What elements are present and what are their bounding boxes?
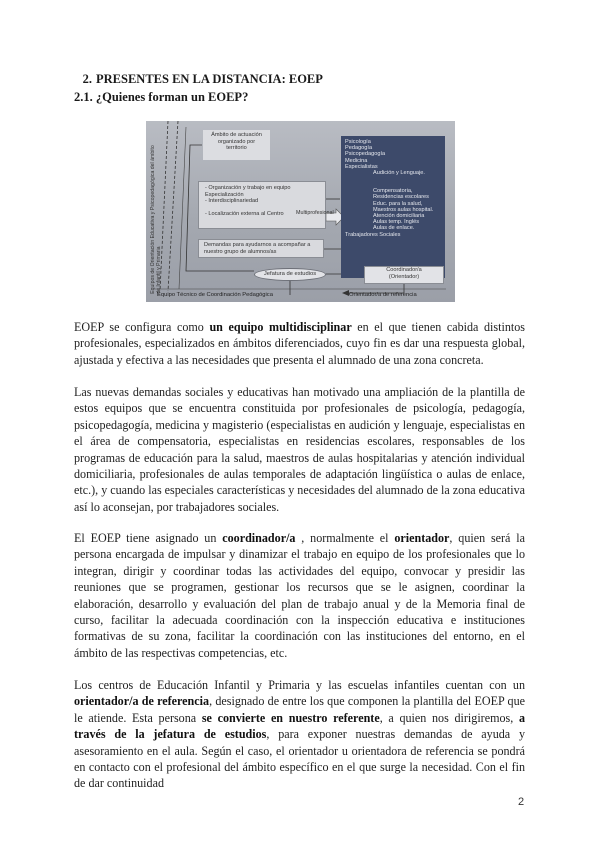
diagram-org-line: - Organización y trabajo en equipo — [205, 185, 291, 191]
bold-text: se convierte en nuestro referente — [201, 710, 380, 725]
page-number: 2 — [518, 796, 525, 808]
text-run: Los centros de Educación Infantil y Primaria y las escuelas infantiles cuentan con un — [74, 678, 525, 692]
text-run: , quien será la persona encargada de impulsar y dinamizar el trabajo en equipo de los profesionales que lo integran, dirigir y coordinar todas las actividades del equipo, convocar y presidir las reuniones que se programen, gestionar los recursos que se le asignen, coordinar la elaboración, desarrollo y evaluación del plan de trabajo anual y de la Memoria final de curso, facilitar la adecuada coordinación con la inspección educativa e instituciones formativas de su zona, facilitar la coordinación con las instituciones del entorno, en el ámbito de las respectivas competencias, etc. — [74, 531, 525, 660]
diagram-profession: Especialistas — [345, 163, 378, 170]
diagram-orientador-referencia-label: Orientador/a de referencia — [349, 292, 417, 298]
diagram-profession: Psicología — [345, 139, 371, 145]
diagram-professions-panel — [341, 136, 445, 278]
diagram-profession: Educ. para la salud, — [373, 200, 423, 207]
diagram-etcp-label: Equipo Técnico de Coordinación Pedagógica — [157, 292, 273, 298]
diagram-profession: Audición y Lenguaje. — [373, 170, 425, 177]
paragraph-orientador-referencia — [74, 677, 525, 792]
diagram-profession: Aulas de enlace. — [373, 225, 415, 232]
section-number: 2. — [82, 72, 92, 86]
bold-text: un equipo multidisciplinar — [209, 320, 352, 334]
diagram-profession: Maestros aulas hospital. — [373, 206, 434, 213]
diagram-org-line: Especialización — [205, 191, 244, 198]
diagram-profession: Pedagogía — [345, 145, 373, 152]
eoep-diagram — [146, 121, 455, 302]
bold-text: orientador — [394, 531, 450, 545]
diagram-profession: Aulas temp. Inglés — [373, 219, 420, 226]
paragraph-plantilla: Las nuevas demandas sociales y educativas han motivado una ampliación de la plantilla de estos equipos que se encuentra constituida por profesionales de psicología, pedagogía, psicopedagogía, medicina y magisterio (especialistas en audición y lenguaje, especialistas en el área de compensatoria, especialistas en residencias escolares, responsables de los programas de educación para la salud, maestros de aulas hospitalarias y atención individual domiciliaria, profesionales de aulas temporales de adaptación lingüística o aulas de enlace, etc.), y cuando las especiales características y necesidades del alumnado de la zona educativa así lo aconsejan, por trabajadores sociales. — [74, 385, 525, 514]
text-run: El EOEP tiene asignado un — [74, 531, 223, 545]
diagram-ambito-box: Ámbito de actuación organizado por territorio — [203, 130, 270, 160]
diagram-coordinador-label: Coordinador/a — [386, 267, 422, 273]
diagram-coordinador-sub: (Orientador) — [388, 274, 420, 280]
paragraph-coordinador — [74, 530, 525, 661]
bold-text: coordinador/a — [222, 531, 296, 545]
text-run: , para exponer nuestras demandas de ayuda y asesoramiento en el aula. Según el caso, el orientador u orientadora de referencia se pondrá en contacto con el profesional del ámbito específico en el que surge la necesidad. Con el fin de dar continuidad — [74, 727, 525, 791]
diagram-org-line: - Localización externa al Centro — [205, 210, 284, 217]
diagram-profession: Compensatoria, — [373, 188, 413, 195]
text-run: EOEP se configura como — [74, 320, 210, 334]
text-run: , normalmente el — [295, 531, 395, 545]
section-title: PRESENTES EN LA DISTANCIA: EOEP — [96, 72, 323, 86]
diagram-vertical-label: Equipos de Orientación Educativa y Psicopedagógica del ámbito de Infantil y Primaria — [150, 145, 162, 294]
text-run: en el que tienen cabida distintos profesionales, especializados en ámbitos diferenciados, cuyo fin es dar una respuesta global, ajustada y efectiva a las necesidades que presenta el alumnado de una zona concreta. — [74, 320, 525, 367]
diagram-profession: Trabajadores Sociales — [345, 231, 401, 238]
paragraph-eoep-definition — [74, 319, 525, 368]
section-heading — [74, 72, 323, 87]
diagram-demandas-box: Demandas para ayudarnos a acompañar a nuestro grupo de alumnos/as — [198, 239, 324, 258]
diagram-coordinador-box — [364, 266, 444, 284]
diagram-org-line: - Interdisciplinariedad — [205, 198, 259, 205]
bold-text: a través de la jefatura de estudios — [74, 710, 525, 742]
text-run: , a quien nos dirigiremos, — [379, 710, 519, 725]
bold-text: orientador/a de referencia — [74, 694, 210, 709]
diagram-profession: Residencias escolares — [373, 194, 429, 201]
diagram-multiprofesional-label: Multiprofesional — [296, 210, 334, 216]
diagram-profession: Atención domiciliaria — [373, 213, 425, 220]
diagram-jefatura-ellipse: Jefatura de estudios — [254, 268, 326, 281]
diagram-organizacion-box — [198, 181, 326, 229]
subsection-heading: 2.1. ¿Quienes forman un EOEP? — [74, 90, 249, 104]
text-run: , designado de entre los que componen la plantilla del EOEP que le atiende. Esta persona — [74, 694, 526, 725]
diagram-profession: Medicina — [345, 157, 368, 164]
diagram-profession: Psicopedagogía — [345, 151, 386, 158]
